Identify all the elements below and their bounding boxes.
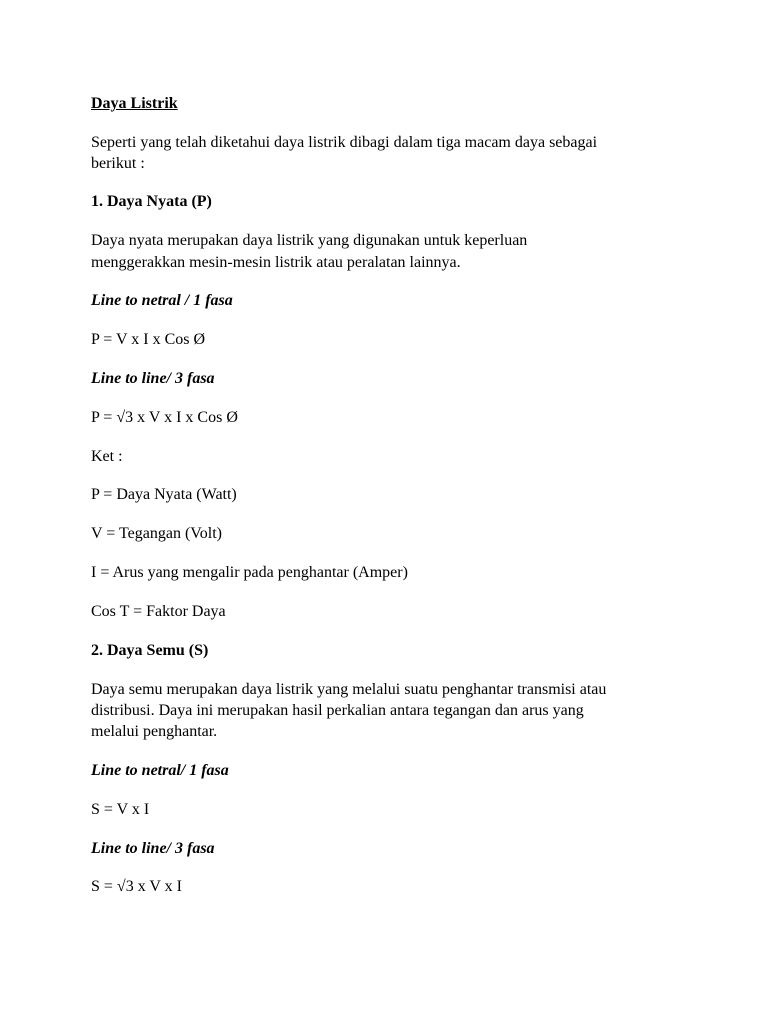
page-title: Daya Listrik <box>91 95 178 112</box>
section2-description-line-1: Daya semu merupakan daya listrik yang melalui suatu penghantar transmisi atau <box>91 681 607 698</box>
section1-single-phase-label: Line to netral / 1 fasa <box>91 292 233 309</box>
section1-three-phase-formula: P = √3 x V x I x Cos Ø <box>91 409 238 426</box>
section1-description-line-2: menggerakkan mesin-mesin listrik atau peralatan lainnya. <box>91 254 461 271</box>
legend-item: I = Arus yang mengalir pada penghantar (Amper) <box>91 564 408 581</box>
section2-description-line-2: distribusi. Daya ini merupakan hasil perkalian antara tegangan dan arus yang <box>91 702 584 719</box>
section2-single-phase-label: Line to netral/ 1 fasa <box>91 762 229 779</box>
legend-item: P = Daya Nyata (Watt) <box>91 486 237 503</box>
section1-three-phase-label: Line to line/ 3 fasa <box>91 370 215 387</box>
section1-description-line-1: Daya nyata merupakan daya listrik yang digunakan untuk keperluan <box>91 232 528 249</box>
intro-line-1: Seperti yang telah diketahui daya listrik dibagi dalam tiga macam daya sebagai <box>91 134 598 151</box>
legend-item: Cos T = Faktor Daya <box>91 603 226 620</box>
section2-heading: 2. Daya Semu (S) <box>91 642 209 659</box>
section2-three-phase-label: Line to line/ 3 fasa <box>91 840 215 857</box>
ket-label: Ket : <box>91 448 123 465</box>
section2-single-phase-formula: S = V x I <box>91 801 150 818</box>
intro-line-2: berikut : <box>91 155 145 172</box>
section2-three-phase-formula: S = √3 x V x I <box>91 878 183 895</box>
section1-single-phase-formula: P = V x I x Cos Ø <box>91 331 206 348</box>
legend-item: V = Tegangan (Volt) <box>91 525 222 542</box>
section1-heading: 1. Daya Nyata (P) <box>91 193 212 210</box>
section2-description-line-3: melalui penghantar. <box>91 723 218 740</box>
